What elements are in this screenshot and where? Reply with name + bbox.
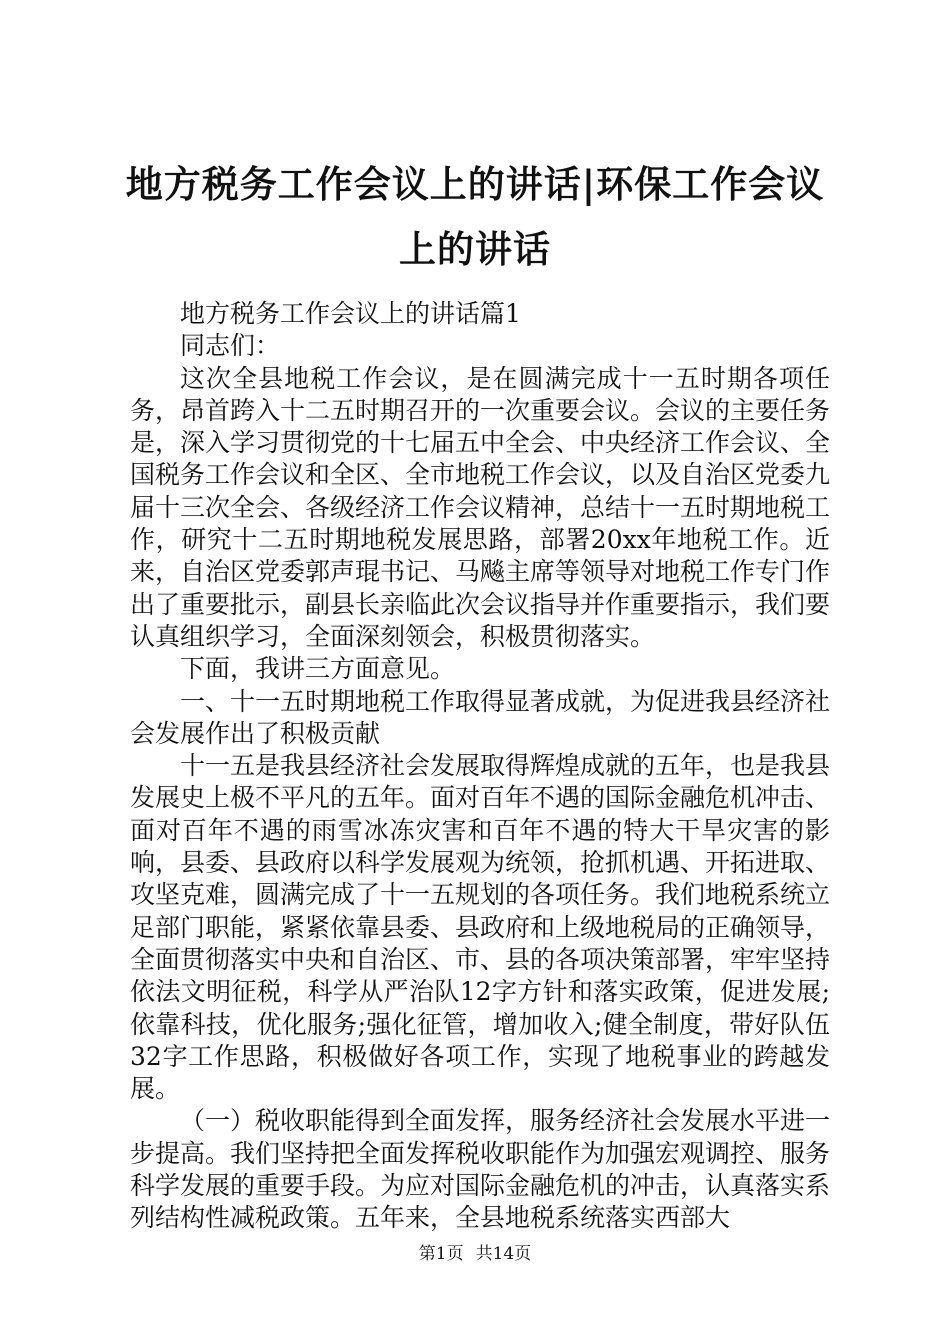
page-number: 第1页 bbox=[418, 1244, 464, 1264]
section-heading: 地方税务工作会议上的讲话篇1 bbox=[180, 299, 521, 328]
salutation: 同志们： bbox=[180, 331, 281, 361]
document-title: 地方税务工作会议上的讲话|环保工作会议上的讲话 bbox=[125, 162, 825, 271]
paragraph: 下面，我讲三方面意见。 bbox=[180, 654, 456, 684]
paragraph: （一）税收职能得到全面发挥，服务经济社会发展水平进一步提高。我们坚持把全面发挥税收职能作为加强宏观调控、服务科学发展的重要手段。为应对国际金融危机的冲击，认真落实系列结构性减税政策。五年来，全县地税系统落实西部大 bbox=[130, 1106, 831, 1233]
paragraph: 这次全县地税工作会议，是在圆满完成十一五时期各项任务，昂首跨入十二五时期召开的一次重要会议。会议的主要任务是，深入学习贯彻党的十七届五中全会、中央经济工作会议、全国税务工作会议和全区、全市地税工作会议，以及自治区党委九届十三次全会、各级经济工作会议精神，总结十一五时期地税工作，研究十二五时期地税发展思路，部署20xx年地税工作。近来，自治区党委郭声琨书记、马飚主席等领导对地税工作专门作出了重要批示，副县长亲临此次会议指导并作重要指示，我们要认真组织学习，全面深刻领会，积极贯彻落实。 bbox=[130, 363, 831, 651]
document-body bbox=[130, 298, 830, 1235]
page-footer bbox=[0, 1243, 950, 1265]
page-total: 共14页 bbox=[475, 1244, 532, 1264]
subheading: 一、十一五时期地税工作取得显著成就，为促进我县经济社会发展作出了积极贡献 bbox=[130, 686, 831, 748]
paragraph: 十一五是我县经济社会发展取得辉煌成就的五年，也是我县发展史上极不平凡的五年。面对百年不遇的国际金融危机冲击、面对百年不遇的雨雪冰冻灾害和百年不遇的特大干旱灾害的影响，县委、县政府以科学发展观为统领，抢抓机遇、开拓进取、攻坚克难，圆满完成了十一五规划的各项任务。我们地税系统立足部门职能，紧紧依靠县委、县政府和上级地税局的正确领导，全面贯彻落实中央和自治区、市、县的各项决策部署，牢牢坚持依法文明征税，科学从严治队12字方针和落实政策，促进发展;依靠科技，优化服务;强化征管，增加收入;健全制度，带好队伍32字工作思路，积极做好各项工作，实现了地税事业的跨越发展。 bbox=[130, 751, 831, 1104]
